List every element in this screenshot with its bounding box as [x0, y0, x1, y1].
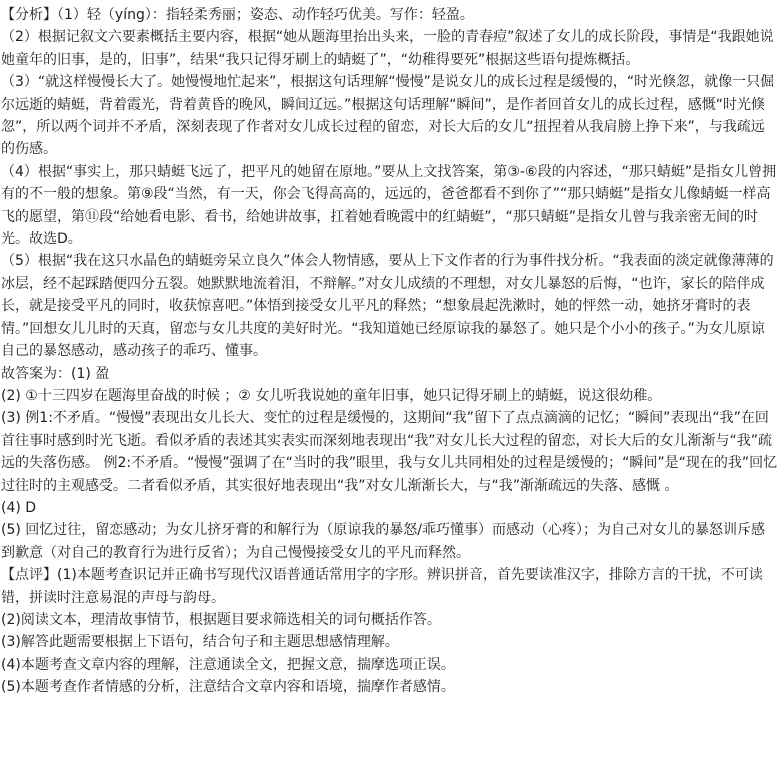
answer-5: (5) 回忆过往，留恋感动；为女儿挤牙膏的和解行为（原谅我的暴怒/乖巧懂事）而感动（心疼）；为自己对女儿的暴怒训斥感到歉意（对自己的教育行为进行反省）；为自己慢慢接受女儿的平凡而释然。: [1, 522, 765, 561]
analysis-part-5: （5）根据“我在这只水晶色的蜻蜓旁呆立良久”体会人物情感，要从上下文作者的行为事件找分析。“我表面的淡定就像薄薄的冰层，经不起踩踏便四分五裂。她默默地流着泪，不辩解。”对女儿成绩的不理想，对女儿暴怒的后悔，“也许，家长的陪伴成长，就是接受平凡的同时，收获惊喜吧。”体悟到接受女儿平凡的释然；“想象晨起洗漱时，她的怦然一动，她挤牙膏时的表情。”回想女儿儿时的天真，留恋与女儿共度的美好时光。“我知道她已经原谅我的暴怒了。她只是个小小的孩子。”为女儿原谅自己的暴怒感动，感动孩子的乖巧、懂事。: [1, 253, 774, 360]
comment-2: (2)阅读文本，理清故事情节，根据题目要求筛选相关的词句概括作答。: [1, 611, 441, 628]
analysis-part-3: （3）“就这样慢慢长大了。她慢慢地忙起来”，根据这句话理解“慢慢”是说女儿的成长过程是缓慢的，“时光倏忽，就像一只倔尔远逝的蜻蜓，背着霞光，背着黄昏的晚风，瞬间辽远。”根据这句话理解“瞬间”，是作者回首女儿的成长过程，感慨“时光倏忽”，所以两个词并不矛盾，深刻表现了作者对女儿成长过程的留恋，对长大后的女儿“扭捏着从我肩膀上挣下来”，与我疏远的伤感。: [1, 74, 775, 158]
comment-3: (3)解答此题需要根据上下语句，结合句子和主题思想感情理解。: [1, 634, 399, 651]
comment-1: 【点评】(1)本题考查识记并正确书写现代汉语普通话常用字的字形。辨识拼音，首先要读准汉字，排除方言的干扰，不可读错，拼读时注意易混的声母与韵母。: [1, 567, 763, 606]
answer-2: (2) ①十三四岁在题海里奋战的时候 ；② 女儿听我说她的童年旧事，她只记得牙刷上的蜻蜓，说这很幼稚。: [1, 387, 662, 404]
answer-1: 故答案为：(1) 盈: [1, 365, 110, 382]
analysis-part-4: （4）根据“事实上，那只蜻蜓飞远了，把平凡的她留在原地。”要从上文找答案，第③-⑥段的内容述，“那只蜻蜓”是指女儿曾拥有的不一般的想象。第⑨段“当然，有一天，你会飞得高高的，远远的，爸爸都看不到你了”“那只蜻蜓”是指女儿像蜻蜓一样高飞的愿望，第⑪段“给她看电影、看书，给她讲故事，扛着她看晚霞中的红蜻蜓”，“那只蜻蜓”是指女儿曾与我亲密无间的时光。故选D。: [1, 163, 777, 248]
comment-5: (5)本题考查作者情感的分析，注意结合文章内容和语境，揣摩作者感情。: [1, 679, 455, 696]
analysis-part-1: 【分析】（1）轻（yíng）：指轻柔秀丽；姿态、动作轻巧优美。写作：轻盈。: [1, 7, 474, 23]
analysis-part-2: （2）根据记叙文六要素概括主要内容，根据“她从题海里抬出头来，一脸的青春痘”叙述了女儿的成长阶段，事情是“我跟她说她童年的旧事，是的，旧事”，结果“我只记得牙刷上的蜻蜓了”，“幼稚得要死”根据这些语句提炼概括。: [1, 29, 774, 68]
comment-4: (4)本题考查文章内容的理解，注意通读全文，把握文意，揣摩选项正误。: [1, 656, 455, 673]
answer-3: (3) 例1:不矛盾。“慢慢”表现出女儿长大、变忙的过程是缓慢的，这期间“我”留下了点点滴滴的记忆；“瞬间”表现出“我”在回首往事时感到时光飞逝。看似矛盾的表述其实表实而深刻地表现出“我”对女儿长大过程的留恋，对长大后的女儿渐渐与“我”疏远的失落伤感。 例2:不矛盾。“慢慢”强调了在“当时的我”眼里，我与女儿共同相处的过程是缓慢的；“瞬间”是“现在的我”回忆过往时的主观感受。二者看似矛盾，其实很好地表现出“我”对女儿渐渐长大，与“我”渐渐疏远的失落、感慨 。: [1, 410, 778, 494]
answer-4: (4) D: [1, 499, 37, 516]
